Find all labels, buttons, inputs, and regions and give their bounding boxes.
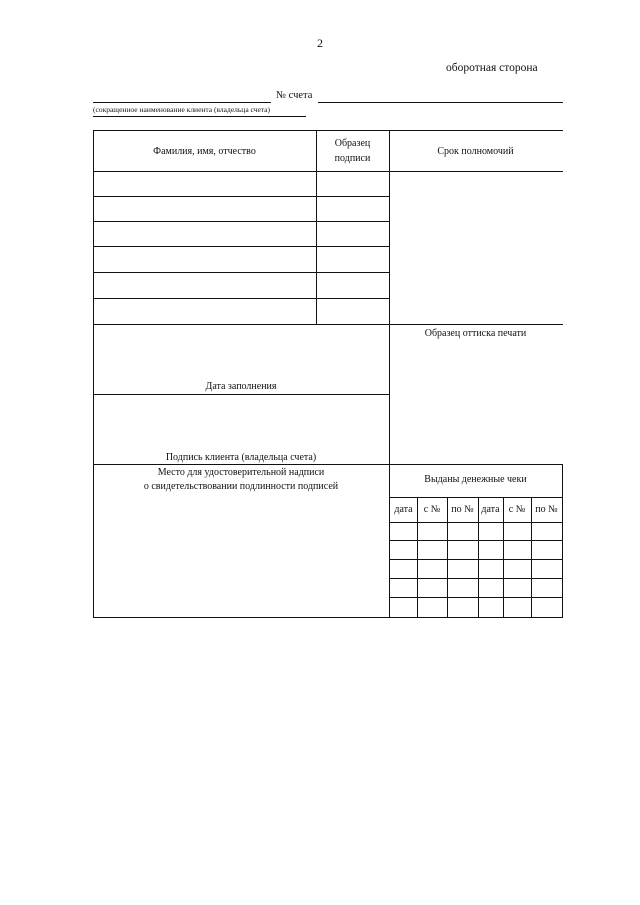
table-bottom-line	[93, 617, 563, 618]
row-line-4	[93, 272, 390, 273]
side-label: оборотная сторона	[446, 62, 538, 74]
signature-bottom-line	[93, 464, 563, 465]
seal-sample-label: Образец оттиска печати	[424, 328, 527, 339]
certification-label-line2: о свидетельствовании подлинности подписей	[143, 481, 339, 492]
client-name-line	[93, 102, 271, 103]
account-number-label: № счета	[276, 90, 313, 101]
checks-row-line-2	[390, 559, 563, 560]
row-line-3	[93, 246, 390, 247]
checks-col-line-4	[503, 497, 504, 618]
checks-col-line-2	[447, 497, 448, 618]
certification-label-line1: Место для удостоверительной надписи	[157, 467, 325, 478]
term-header: Срок полномочий	[437, 146, 514, 157]
checks-title-line	[390, 497, 563, 498]
checks-title: Выданы денежные чеки	[424, 474, 527, 485]
checks-row-line-1	[390, 540, 563, 541]
fill-date-label: Дата заполнения	[205, 381, 277, 392]
checks-col-date-2: дата	[481, 504, 500, 515]
header-bottom-line	[93, 171, 563, 172]
checks-row-line-4	[390, 597, 563, 598]
client-caption: (сокращенное наименование клиента (владельца счета)	[93, 105, 271, 114]
checks-col-line-5	[531, 497, 532, 618]
checks-header-line	[390, 522, 563, 523]
checks-right-line	[562, 464, 563, 618]
table-left-line	[93, 130, 94, 618]
table-top-line	[93, 130, 563, 131]
signature-header-line2: подписи	[334, 153, 371, 164]
signature-header-line1: Образец	[334, 138, 371, 149]
checks-col-date-1: дата	[394, 504, 413, 515]
checks-col-line-1	[417, 497, 418, 618]
checks-col-to-2: по №	[535, 504, 558, 515]
row-line-2	[93, 221, 390, 222]
checks-col-from-1: с №	[423, 504, 441, 515]
checks-col-to-1: по №	[451, 504, 474, 515]
checks-row-line-3	[390, 578, 563, 579]
date-bottom-line	[93, 394, 390, 395]
page-number: 2	[317, 36, 323, 50]
caption-underline	[93, 116, 306, 117]
full-name-header: Фамилия, имя, отчество	[153, 146, 256, 157]
names-bottom-line	[93, 324, 563, 325]
checks-col-from-2: с №	[508, 504, 526, 515]
account-number-line	[318, 102, 563, 103]
client-signature-label: Подпись клиента (владельца счета)	[165, 452, 317, 463]
row-line-5	[93, 298, 390, 299]
row-line-1	[93, 196, 390, 197]
checks-col-line-3	[478, 497, 479, 618]
middle-column-line	[389, 130, 390, 618]
